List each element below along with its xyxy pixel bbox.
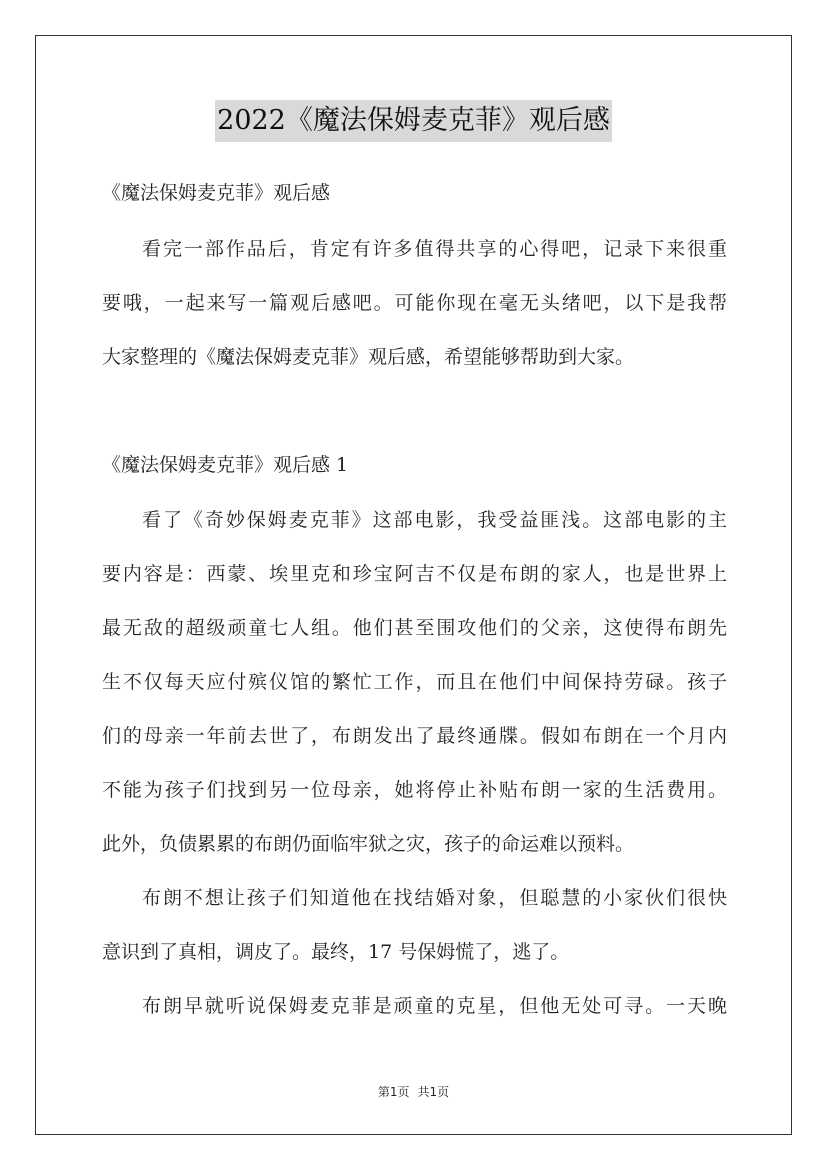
paragraph-line: 要内容是：西蒙、埃里克和珍宝阿吉不仅是布朗的家人，也是世界上 <box>102 563 727 585</box>
paragraph-line: 此外，负债累累的布朗仍面临牢狱之灾，孩子的命运难以预料。 <box>102 833 635 855</box>
document-title: 2022《魔法保姆麦克菲》观后感 <box>215 100 612 142</box>
page-footer <box>0 1084 827 1100</box>
section-heading: 《魔法保姆麦克菲》观后感 1 <box>102 454 349 476</box>
page-number-total: 共1页 <box>417 1085 450 1099</box>
intro-line: 大家整理的《魔法保姆麦克菲》观后感，希望能够帮助到大家。 <box>102 346 635 368</box>
paragraph-line: 不能为孩子们找到另一位母亲，她将停止补贴布朗一家的生活费用。 <box>102 779 727 801</box>
paragraph-line: 意识到了真相，调皮了。最终，17 号保姆慌了，逃了。 <box>102 941 570 963</box>
paragraph-line: 最无敌的超级顽童七人组。他们甚至围攻他们的父亲，这使得布朗先 <box>102 617 727 639</box>
paragraph-line: 布朗早就听说保姆麦克菲是顽童的克星，但他无处可寻。一天晚 <box>142 995 727 1017</box>
intro-line: 看完一部作品后，肯定有许多值得共享的心得吧，记录下来很重 <box>142 238 727 260</box>
title-container <box>0 100 827 142</box>
page-number-current: 第1页 <box>377 1085 410 1099</box>
paragraph-line: 们的母亲一年前去世了，布朗发出了最终通牒。假如布朗在一个月内 <box>102 725 727 747</box>
paragraph-line: 看了《奇妙保姆麦克菲》这部电影，我受益匪浅。这部电影的主 <box>142 509 727 531</box>
paragraph-line: 生不仅每天应付殡仪馆的繁忙工作，而且在他们中间保持劳碌。孩子 <box>102 671 727 693</box>
document-subtitle: 《魔法保姆麦克菲》观后感 <box>102 182 331 204</box>
intro-line: 要哦，一起来写一篇观后感吧。可能你现在毫无头绪吧，以下是我帮 <box>102 292 727 314</box>
paragraph-line: 布朗不想让孩子们知道他在找结婚对象，但聪慧的小家伙们很快 <box>142 887 727 909</box>
